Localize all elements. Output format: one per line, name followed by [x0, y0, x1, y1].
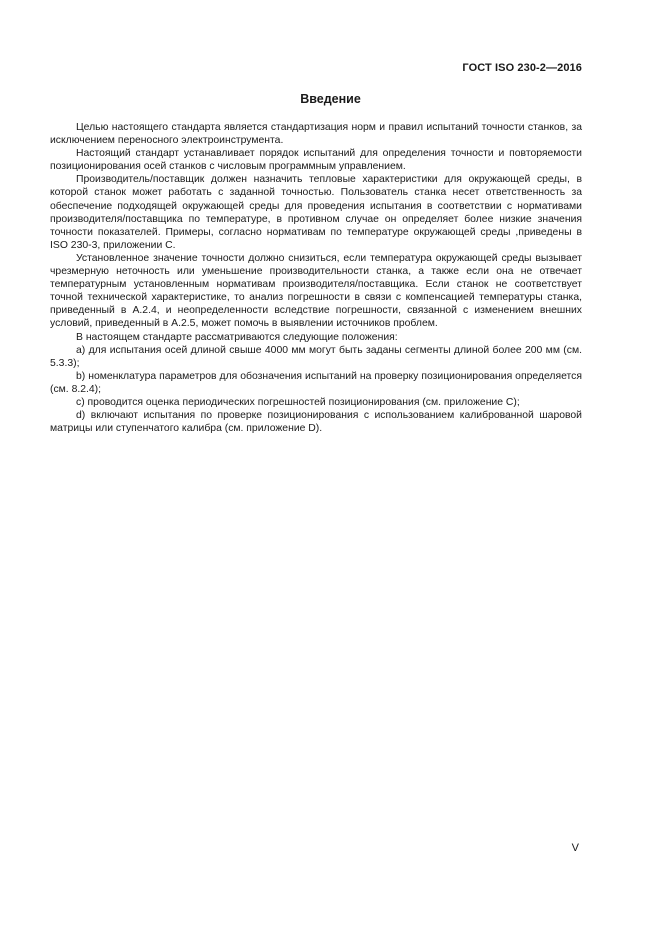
paragraph-purpose: Целью настоящего стандарта является стандартизация норм и правил испытаний точности станков, за исключением переносного электроинструмента.	[50, 122, 582, 147]
list-item-d: d) включают испытания по проверке позиционирования с использованием калиброванной шаровой матрицы или ступенчатого калибра (см. приложение D).	[50, 410, 582, 435]
paragraph-manufacturer-thermal: Производитель/поставщик должен назначить тепловые характеристики для окружающей среды, в которой станок может работать с заданной точностью. Пользователь станка несет ответственность за обеспечение подходящей окружающей среды для проведения испытания в соответствии с нормативами производителя/поставщика по температуре, в противном случае он определяет более низкие значения точности показателей. Примеры, согласно нормативам по температуре окружающей среды ,приведены в ISO 230-3, приложении С.	[50, 174, 582, 251]
paragraph-scope: Настоящий стандарт устанавливает порядок испытаний для определения точности и повторяемости позиционирования осей станков с числовым программным управлением.	[50, 148, 582, 173]
list-item-b: b) номенклатура параметров для обозначения испытаний на проверку позиционирования определяется (см. 8.2.4);	[50, 370, 582, 395]
list-item-c: c) проводится оценка периодических погрешностей позиционирования (см. приложение С);	[76, 396, 520, 408]
standard-identifier: ГОСТ ISO 230-2—2016	[462, 62, 582, 74]
list-item-a: a) для испытания осей длиной свыше 4000 мм могут быть заданы сегменты длиной более 200 мм (см. 5.3.3);	[50, 344, 582, 369]
paragraph-accuracy-reduction: Установленное значение точности должно снизиться, если температура окружающей среды вызывает чрезмерную неточность или уменьшение производительности станка, а также если она не отвечает температурным установленным нормативам производителя/поставщика. Если станок не соответствует точной технической характеристике, то анализ погрешности в связи с компенсацией температуры станка, приведенный в А.2.4, и неопределенности вследствие погрешности, связанной с изменением внешних условий, приведенный в А.2.5, может помочь в выявлении источников проблем.	[50, 252, 582, 330]
page-number: V	[571, 842, 579, 854]
section-title: Введение	[300, 92, 361, 106]
body-text	[50, 121, 582, 435]
paragraph-provisions-intro: В настоящем стандарте рассматриваются следующие положения:	[76, 331, 398, 343]
